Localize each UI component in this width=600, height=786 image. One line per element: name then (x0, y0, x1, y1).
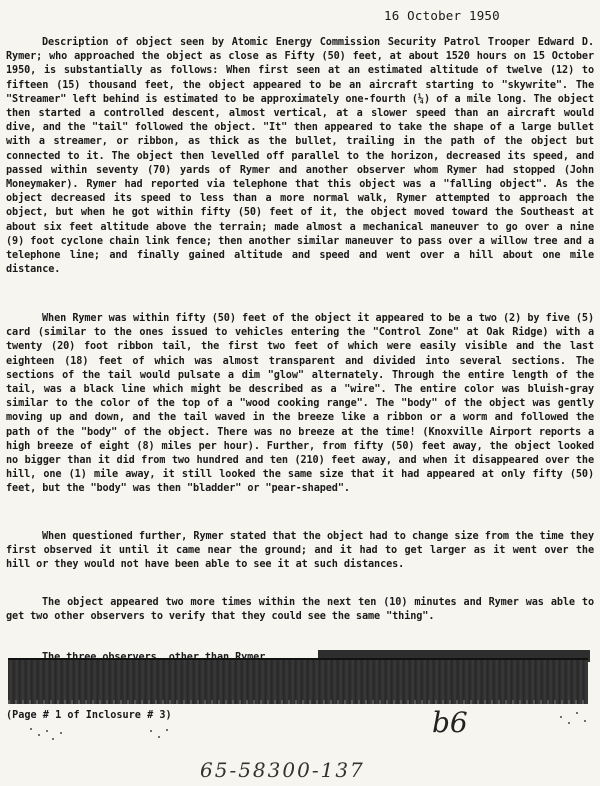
paragraph-3 (6, 530, 594, 573)
paragraph-4 (6, 596, 594, 624)
redaction-edge (8, 700, 588, 704)
paragraph-2 (6, 312, 594, 497)
paragraph-2-text: When Rymer was within fifty (50) feet of the object it appeared to be a two (2) by five (5) card (similar to the ones issued to vehicles entering the "Control Zone" at Oak Ridge) with a twenty (20) foot ribbon tail, the first two feet of which were easily visible and the last eighteen (18) feet of which was almost transparent and divided into several sections. The sections of the tail would pulsate a dim "glow" alternately. Through the entire length of the tail, was a black line which might be described as a "wire". The entire color was bluish-gray similar to the color of the top of a "wood cooking range". The "body" of the object was gently moving up and down, and the tail waved in the breeze like a ribbon or a worm and followed the path of the "body" of the object. There was no breeze at the time! (Knoxville Airport reports a high breeze of eight (8) miles per hour). Further, from fifty (50) feet away, the object looked no bigger than it did from two hundred and ten (210) feet away, and when it disappeared over the hill, one (1) mile away, it still looked the same size that it had appeared at only fifty (50) feet, but the "body" was then "bladder" or "pear-shaped". (6, 313, 594, 495)
document-date: 16 October 1950 (384, 8, 500, 23)
paragraph-1-text: Description of object seen by Atomic Energy Commission Security Patrol Trooper Edward D. Rymer; who approached the object as close as Fifty (50) feet, at about 1520 hours on 15 October 1950, is substantially as follows: When first seen at an estimated altitude of twelve (12) to fifteen (15) thousand feet, the object appeared to be an aircraft starting to "skywrite". The "Streamer" left behind is estimated to be approximately one-fourth (¼) of a mile long. The object then started a controlled descent, almost vertical, at a slower speed than an aircraft would dive, and the "tail" followed the object. "It" then appeared to take the shape of a large bullet with a streamer, or ribbon, as thick as the bullet, trailing in the path of the object but connected to it. The object then levelled off parallel to the horizon, decreased its speed, and passed within seventy (70) yards of Rymer and another observer whom Rymer had stopped (John Moneymaker). Rymer had reported via telephone that this object was a "falling object". As the object decreased its speed to less than a more normal walk, Rymer attempted to approach the object, but when he got within fifty (50) feet of it, the object moved toward the Southeast at about six feet altitude above the terrain; made almost a mechanical maneuver to go over a nine (9) foot cyclone chain link fence; then another similar maneuver to pass over a willow tree and a telephone line; and finally gained altitude and speed and went over a hill about one mile distance. (6, 37, 594, 276)
paragraph-1 (6, 36, 594, 277)
paragraph-3-text: When questioned further, Rymer stated that the object had to change size from the time they first observed it until it came near the ground; and it had to get larger as it went over the hill or they would not have been able to see it at such distances. (6, 531, 594, 571)
redaction-block (8, 658, 588, 704)
handwritten-file-number: 65-58300-137 (200, 758, 365, 782)
paragraph-4-text: The object appeared two more times within the next ten (10) minutes and Rymer was able to get two other observers to verify that they could see the same "thing". (6, 597, 594, 623)
handwritten-mark: b6 (432, 706, 468, 739)
page-footer: (Page # 1 of Inclosure # 3) (6, 710, 172, 721)
